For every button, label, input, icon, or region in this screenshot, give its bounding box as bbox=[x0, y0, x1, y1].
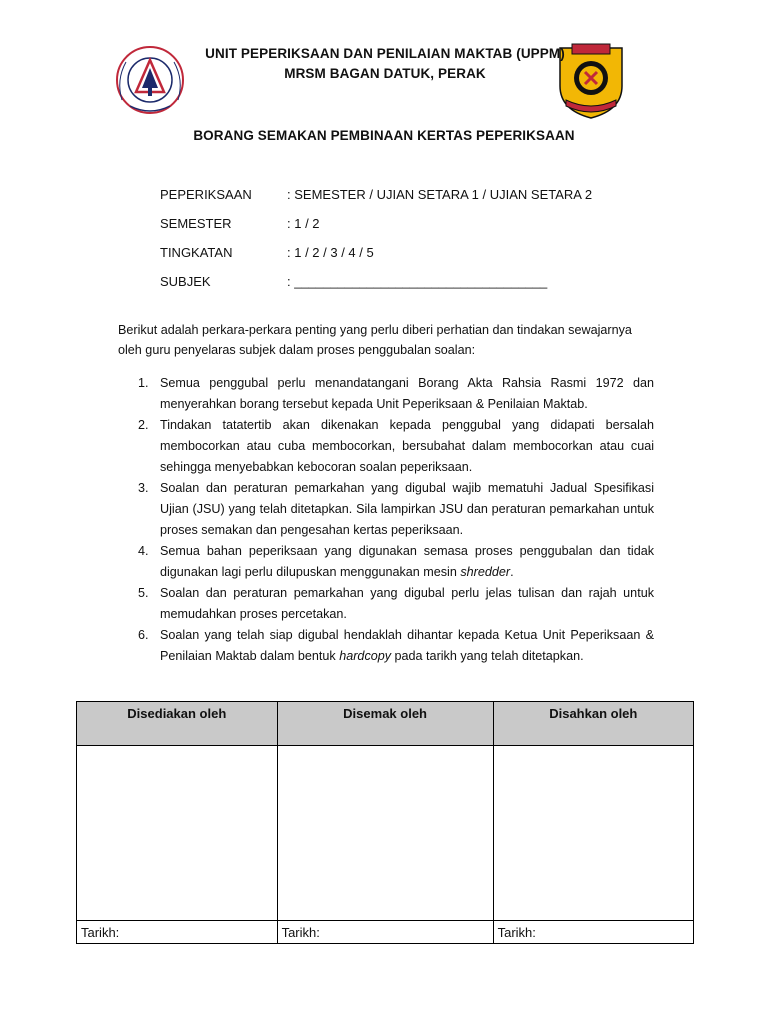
instruction-list bbox=[138, 373, 654, 667]
table-header-row bbox=[77, 702, 694, 746]
field-label-peperiksaan: PEPERIKSAAN bbox=[160, 187, 252, 202]
list-item: 3. Soalan dan peraturan pemarkahan yang digubal wajib mematuhi Jadual Spesifikasi Ujian (JSU) yang telah ditetapkan. Sila lampirkan JSU dan peraturan pemarkahan untuk proses semakan dan pengesahan kertas peperiksaan. bbox=[138, 481, 654, 537]
list-item: 1. Semua penggubal perlu menandatangani Borang Akta Rahsia Rasmi 1972 dan menyerahkan borang tersebut kepada Unit Peperiksaan & Penilaian Maktab. bbox=[138, 376, 654, 411]
field-value-semester: : 1 / 2 bbox=[287, 216, 320, 231]
list-item: 2. Tindakan tatatertib akan dikenakan kepada penggubal yang didapati bersalah membocorkan atau cuba membocorkan, bersubahat dalam membocorkan atau cuai sehingga menyebabkan kebocoran soalan peperiksaan. bbox=[138, 418, 654, 474]
header-line-1: UNIT PEPERIKSAAN DAN PENILAIAN MAKTAB (UPPM) bbox=[205, 46, 565, 61]
table-row bbox=[77, 746, 694, 921]
field-label-subjek: SUBJEK bbox=[160, 274, 211, 289]
signature-box-disemak[interactable] bbox=[277, 746, 493, 921]
list-item: 4. Semua bahan peperiksaan yang digunakan semasa proses penggubalan dan tidak digunakan lagi perlu dilupuskan menggunakan mesin shredder. bbox=[138, 544, 654, 579]
intro-paragraph: Berikut adalah perkara-perkara penting yang perlu diberi perhatian dan tindakan sewajarnya oleh guru penyelaras subjek dalam proses penggubalan soalan: bbox=[118, 323, 632, 357]
header-line-2: MRSM BAGAN DATUK, PERAK bbox=[284, 66, 486, 81]
majlis-amanah-rakyat-logo-icon bbox=[112, 44, 188, 120]
field-label-tingkatan: TINGKATAN bbox=[160, 245, 233, 260]
mara-logo bbox=[112, 44, 188, 120]
signature-box-disediakan[interactable] bbox=[77, 746, 278, 921]
signature-table bbox=[76, 701, 694, 944]
field-value-peperiksaan: : SEMESTER / UJIAN SETARA 1 / UJIAN SETARA 2 bbox=[287, 187, 593, 202]
list-item: 6. Soalan yang telah siap digubal hendaklah dihantar kepada Ketua Unit Peperiksaan & Penilaian Maktab dalam bentuk hardcopy pada tarikh yang telah ditetapkan. bbox=[138, 628, 654, 663]
table-row bbox=[77, 921, 694, 944]
header-disediakan-oleh: Disediakan oleh bbox=[77, 702, 278, 746]
list-item: 5. Soalan dan peraturan pemarkahan yang digubal perlu jelas tulisan dan rajah untuk memudahkan proses percetakan. bbox=[138, 586, 654, 621]
date-field-disediakan[interactable]: Tarikh: bbox=[77, 921, 278, 944]
header-disemak-oleh: Disemak oleh bbox=[277, 702, 493, 746]
date-field-disahkan[interactable]: Tarikh: bbox=[493, 921, 693, 944]
header-disahkan-oleh: Disahkan oleh bbox=[493, 702, 693, 746]
signature-box-disahkan[interactable] bbox=[493, 746, 693, 921]
form-title: BORANG SEMAKAN PEMBINAAN KERTAS PEPERIKSAAN bbox=[193, 128, 575, 143]
field-value-subjek: : ___________________________________ bbox=[287, 274, 548, 289]
field-label-semester: SEMESTER bbox=[160, 216, 232, 231]
date-field-disemak[interactable]: Tarikh: bbox=[277, 921, 493, 944]
field-value-tingkatan: : 1 / 2 / 3 / 4 / 5 bbox=[287, 245, 374, 260]
